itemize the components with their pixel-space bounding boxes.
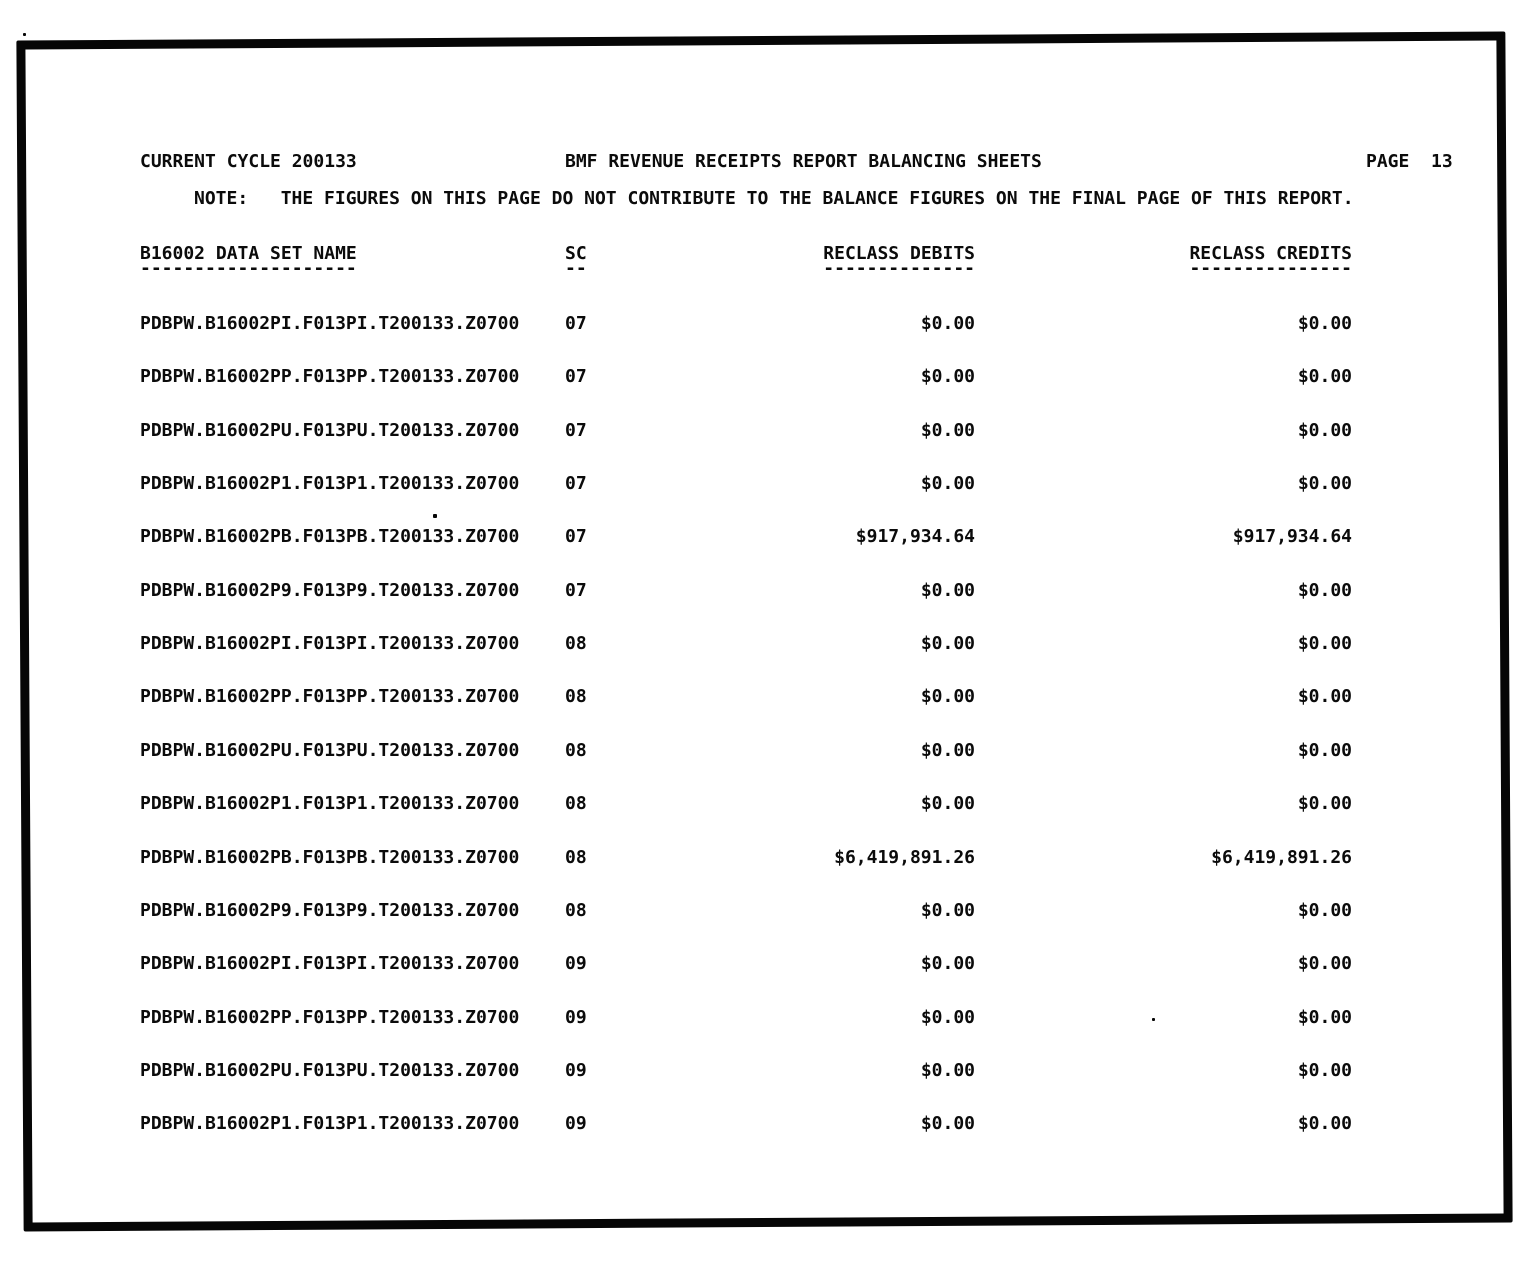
reclass-debits-value: $0.00: [920, 1113, 975, 1135]
table-row: [0, 474, 1539, 496]
page-border-frame: [16, 31, 1512, 1231]
table-row: [0, 1114, 1539, 1136]
reclass-debits-value: $917,934.64: [855, 526, 975, 548]
column-underline-reclass-debits: --------------: [823, 258, 975, 279]
table-row: [0, 848, 1539, 870]
table-row: [0, 687, 1539, 709]
reclass-debits-value: $0.00: [920, 579, 975, 601]
reclass-debits-value: $0.00: [920, 686, 975, 708]
column-header-data-set-name: B16002 DATA SET NAME: [140, 243, 357, 264]
column-underline-sc: --: [565, 258, 587, 279]
report-note: NOTE: THE FIGURES ON THIS PAGE DO NOT CONTRIBUTE TO THE BALANCE FIGURES ON THE FINAL PAGE OF THIS REPORT.: [194, 188, 1354, 209]
reclass-debits-value: $0.00: [920, 419, 975, 441]
sc-value: 09: [565, 1113, 587, 1135]
table-row: [0, 367, 1539, 389]
reclass-debits-value: $0.00: [920, 1006, 975, 1028]
sc-value: 08: [565, 846, 587, 868]
column-header-sc: SC: [565, 243, 587, 264]
data-set-name-value: PDBPW.B16002PU.F013PU.T200133.Z0700: [140, 419, 520, 441]
reclass-credits-value: $0.00: [1297, 313, 1352, 334]
data-set-name-value: PDBPW.B16002PU.F013PU.T200133.Z0700: [140, 1059, 520, 1081]
column-underline-reclass-credits: ---------------: [1189, 258, 1352, 279]
reclass-debits-value: $0.00: [920, 739, 975, 761]
sc-value: 09: [565, 1059, 587, 1081]
sc-value: 07: [565, 366, 587, 388]
reclass-credits-value: $0.00: [1297, 473, 1352, 495]
scan-artifact-dot: [23, 33, 26, 36]
data-set-name-value: PDBPW.B16002PB.F013PB.T200133.Z0700: [140, 526, 520, 548]
sc-value: 07: [565, 313, 587, 334]
reclass-debits-value: $0.00: [920, 366, 975, 388]
reclass-credits-value: $6,419,891.26: [1211, 846, 1352, 868]
column-header-reclass-debits: RECLASS DEBITS: [823, 243, 975, 264]
reclass-credits-value: $0.00: [1297, 686, 1352, 708]
reclass-credits-value: $0.00: [1297, 739, 1352, 761]
sc-value: 08: [565, 793, 587, 815]
data-set-name-value: PDBPW.B16002P9.F013P9.T200133.Z0700: [140, 899, 520, 921]
sc-value: 07: [565, 526, 587, 548]
scan-artifact-dot: [433, 514, 437, 518]
reclass-credits-value: $0.00: [1297, 953, 1352, 975]
sc-value: 08: [565, 686, 587, 708]
current-cycle-label: CURRENT CYCLE 200133: [140, 151, 357, 172]
reclass-credits-value: $917,934.64: [1232, 526, 1352, 548]
sc-value: 09: [565, 953, 587, 975]
sc-value: 07: [565, 419, 587, 441]
reclass-credits-value: $0.00: [1297, 1059, 1352, 1081]
table-row: [0, 954, 1539, 976]
reclass-credits-value: $0.00: [1297, 366, 1352, 388]
reclass-debits-value: $0.00: [920, 793, 975, 815]
table-row: [0, 1008, 1539, 1030]
table-row: [0, 634, 1539, 656]
reclass-credits-value: $0.00: [1297, 793, 1352, 815]
data-set-name-value: PDBPW.B16002PP.F013PP.T200133.Z0700: [140, 686, 520, 708]
reclass-credits-value: $0.00: [1297, 1006, 1352, 1028]
sc-value: 09: [565, 1006, 587, 1028]
reclass-debits-value: $6,419,891.26: [834, 846, 975, 868]
data-set-name-value: PDBPW.B16002PP.F013PP.T200133.Z0700: [140, 366, 520, 388]
column-header-reclass-credits: RECLASS CREDITS: [1189, 243, 1352, 264]
table-row: [0, 527, 1539, 549]
data-set-name-value: PDBPW.B16002PI.F013PI.T200133.Z0700: [140, 313, 520, 334]
page-number-label: PAGE 13: [1366, 151, 1453, 172]
reclass-credits-value: $0.00: [1297, 899, 1352, 921]
sc-value: 08: [565, 633, 587, 655]
table-row: [0, 314, 1539, 336]
table-row: [0, 741, 1539, 763]
reclass-debits-value: $0.00: [920, 953, 975, 975]
data-set-name-value: PDBPW.B16002PI.F013PI.T200133.Z0700: [140, 953, 520, 975]
reclass-credits-value: $0.00: [1297, 1113, 1352, 1135]
table-row: [0, 901, 1539, 923]
reclass-debits-value: $0.00: [920, 313, 975, 334]
data-set-name-value: PDBPW.B16002P1.F013P1.T200133.Z0700: [140, 1113, 520, 1135]
reclass-credits-value: $0.00: [1297, 419, 1352, 441]
sc-value: 07: [565, 473, 587, 495]
scan-artifact-dot: [1152, 1018, 1155, 1021]
data-set-name-value: PDBPW.B16002PB.F013PB.T200133.Z0700: [140, 846, 520, 868]
reclass-debits-value: $0.00: [920, 633, 975, 655]
data-set-name-value: PDBPW.B16002P1.F013P1.T200133.Z0700: [140, 793, 520, 815]
reclass-credits-value: $0.00: [1297, 633, 1352, 655]
reclass-debits-value: $0.00: [920, 473, 975, 495]
data-set-name-value: PDBPW.B16002P1.F013P1.T200133.Z0700: [140, 473, 520, 495]
table-row: [0, 421, 1539, 443]
reclass-credits-value: $0.00: [1297, 579, 1352, 601]
reclass-debits-value: $0.00: [920, 899, 975, 921]
report-title: BMF REVENUE RECEIPTS REPORT BALANCING SHEETS: [565, 151, 1042, 172]
data-set-name-value: PDBPW.B16002PU.F013PU.T200133.Z0700: [140, 739, 520, 761]
table-row: [0, 581, 1539, 603]
data-set-name-value: PDBPW.B16002PI.F013PI.T200133.Z0700: [140, 633, 520, 655]
sc-value: 07: [565, 579, 587, 601]
table-row: [0, 794, 1539, 816]
table-row: [0, 1061, 1539, 1083]
column-underline-data-set-name: --------------------: [140, 258, 357, 279]
sc-value: 08: [565, 899, 587, 921]
sc-value: 08: [565, 739, 587, 761]
reclass-debits-value: $0.00: [920, 1059, 975, 1081]
data-set-name-value: PDBPW.B16002PP.F013PP.T200133.Z0700: [140, 1006, 520, 1028]
data-set-name-value: PDBPW.B16002P9.F013P9.T200133.Z0700: [140, 579, 520, 601]
